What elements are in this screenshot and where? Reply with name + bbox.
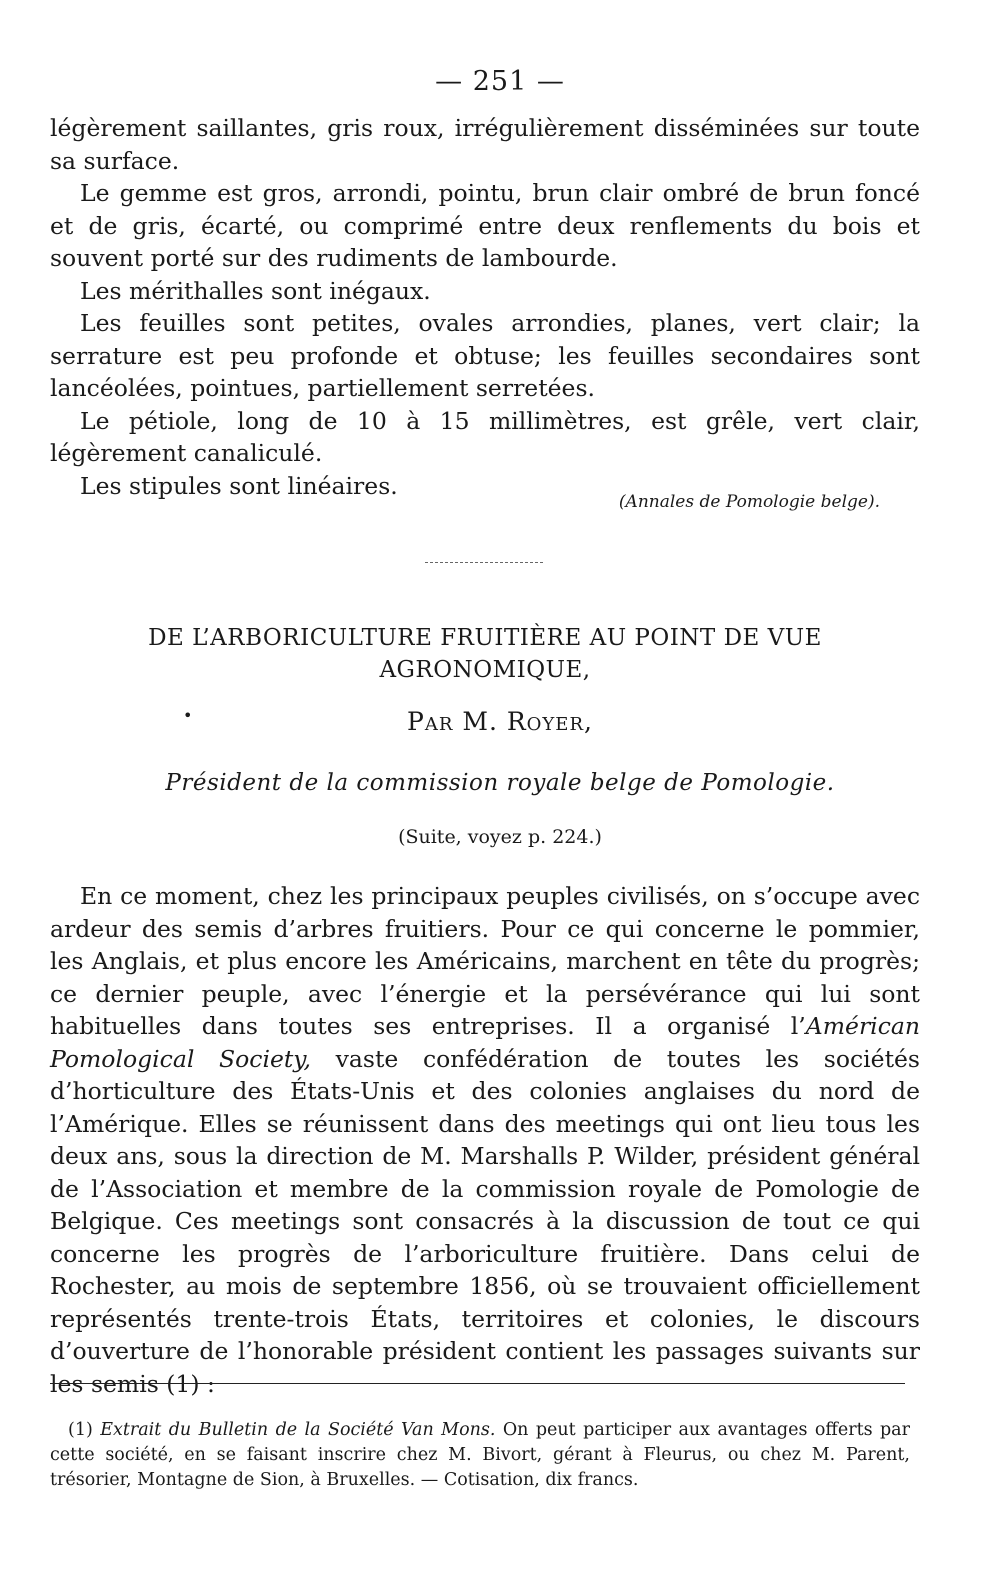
footnote	[50, 1418, 910, 1493]
paragraph-gemme: Le gemme est gros, arrondi, pointu, brun clair ombré de brun foncé et de gris, écarté, ou comprimé entre deux renflements du bois et souvent porté sur des rudiments de lambourde.	[50, 179, 920, 272]
page-number: — 251 —	[435, 66, 565, 97]
author-role: Président de la commission royale belge de Pomologie.	[165, 770, 835, 796]
paragraph-stipules: Les stipules sont linéaires.	[80, 471, 398, 500]
article-body	[50, 880, 920, 1400]
section-divider	[425, 562, 543, 563]
article-title: DE L’ARBORICULTURE FRUITIÈRE AU POINT DE VUE AGRONOMIQUE,	[148, 625, 822, 683]
source-citation: (Annales de Pomologie belge).	[618, 492, 880, 512]
article-paragraph	[50, 880, 920, 1400]
footnote-rule	[50, 1383, 905, 1384]
footnote-marker: (1)	[68, 1420, 93, 1440]
footnote-italic: Extrait du Bulletin de la Société Van Mons.	[100, 1420, 496, 1440]
paragraph-continuation: légèrement saillantes, gris roux, irrégulièrement disséminées sur toute sa surface.	[50, 114, 920, 175]
article-author: Par M. Royer,	[407, 707, 593, 736]
paragraph-petiole: Le pétiole, long de 10 à 15 millimètres, est grêle, vert clair, légèrement canaliculé.	[50, 406, 920, 467]
paragraph-part1: En ce moment, chez les principaux peuples civilisés, on s’occupe avec ardeur des semis d’arbres fruitiers. Pour ce qui concerne le pommier, les Anglais, et plus encore les Américains, marchent en tête du progrès; ce dernier peuple, avec l’énergie et la persévérance qui lui sont habituelles dans toutes ses entreprises. Il a organisé l’	[50, 882, 920, 1040]
footnote-text: On peut participer aux avantages offerts par cette société, en se faisant inscrire chez M. Bivort, gérant à Fleurus, ou chez M. Parent, trésorier, Montagne de Sion, à Bruxelles. — Cotisation, dix francs.	[50, 1420, 910, 1490]
society-name: Américan Pomological Society,	[50, 1012, 920, 1073]
paragraph-feuilles: Les feuilles sont petites, ovales arrondies, planes, vert clair; la serrature est peu profonde et obtuse; les feuilles secondaires sont lancéolées, pointues, partiellement serretées.	[50, 309, 920, 402]
description-block	[50, 112, 920, 502]
paragraph-merithalles: Les mérithalles sont inégaux.	[80, 276, 431, 305]
paragraph-part2: vaste confédération de toutes les sociétés d’horticulture des États-Unis et des colonies anglaises du nord de l’Amérique. Elles se réunissent dans des meetings qui ont lieu tous les deux ans, sous la direction de M. Marshalls P. Wilder, président général de l’Association et membre de la commission royale de Pomologie de Belgique. Ces meetings sont consacrés à la discussion de tout ce qui concerne les progrès de l’arboriculture fruitière. Dans celui de Rochester, au mois de septembre 1856, où se trouvaient officiellement représentés trente-trois États, territoires et colonies, le discours d’ouverture de l’honorable président contient les passages suivants sur les semis (1) :	[50, 1044, 920, 1398]
continuation-note: (Suite, voyez p. 224.)	[398, 826, 602, 848]
bullet-mark: •	[183, 706, 193, 725]
